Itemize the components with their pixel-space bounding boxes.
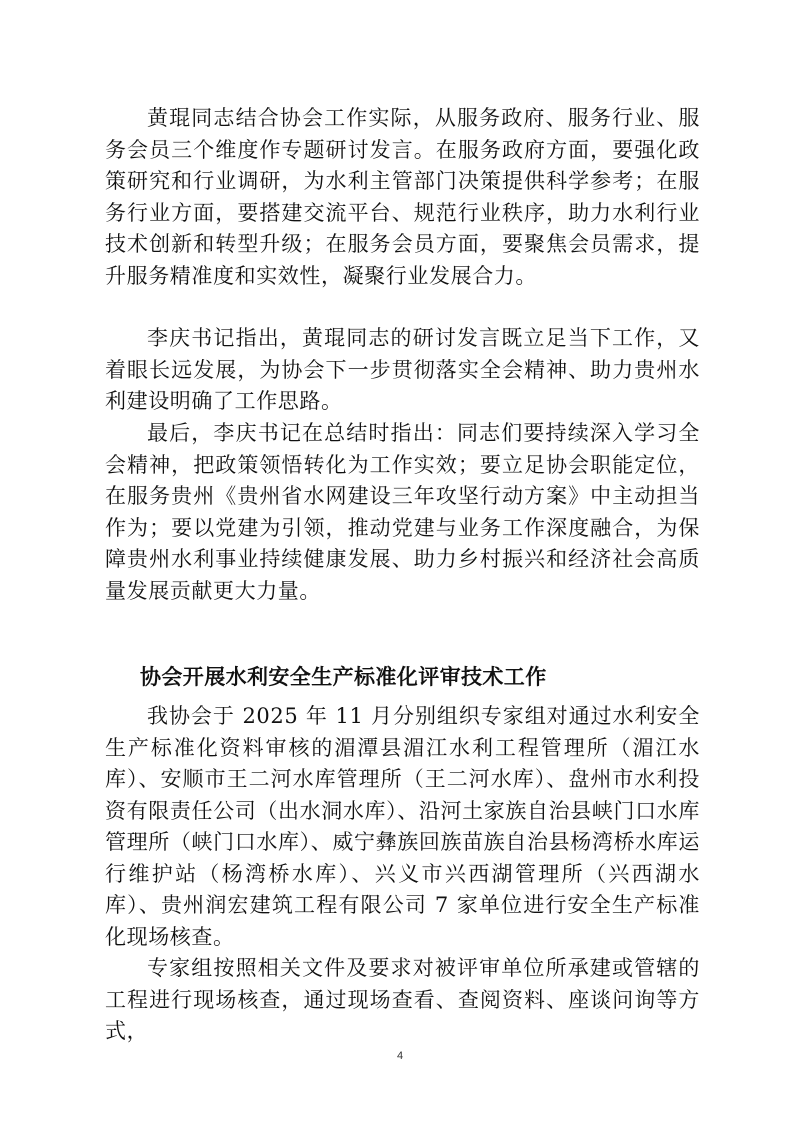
paragraph-huang-speech: 黄琨同志结合协会工作实际，从服务政府、服务行业、服务会员三个维度作专题研讨发言。在服务政府方面，要强化政策研究和行业调研，为水利主管部门决策提供科学参考；在服务行业方面，要搭建交流平台、规范行业秩序，助力水利行业技术创新和转型升级；在服务会员方面，要聚焦会员需求，提升服务精准度和实效性，凝聚行业发展合力。 [105,106,700,288]
paragraph-expert-inspection: 专家组按照相关文件及要求对被评审单位所承建或管辖的工程进行现场核查，通过现场查看、查阅资料、座谈问询等方式， [105,956,700,1043]
section-heading: 协会开展水利安全生产标准化评审技术工作 [140,664,547,689]
page-number: 4 [396,1050,404,1062]
paragraph-li-remarks: 李庆书记指出，黄琨同志的研讨发言既立足当下工作，又着眼长远发展，为协会下一步贯彻落实全会精神、助力贵州水利建设明确了工作思路。 [105,326,700,413]
paragraph-li-summary: 最后，李庆书记在总结时指出：同志们要持续深入学习全会精神，把政策领悟转化为工作实效；要立足协会职能定位，在服务贵州《贵州省水网建设三年攻坚行动方案》中主动担当作为；要以党建为引领，推动党建与业务工作深度融合，为保障贵州水利事业持续健康发展、助力乡村振兴和经济社会高质量发展贡献更大力量。 [105,421,700,603]
paragraph-review-work: 我协会于 2025 年 11 月分别组织专家组对通过水利安全生产标准化资料审核的湄潭县湄江水利工程管理所（湄江水库）、安顺市王二河水库管理所（王二河水库）、盘州市水利投资有限责任公司（出水洞水库）、沿河土家族自治县峡门口水库管理所（峡门口水库）、威宁彝族回族苗族自治县杨湾桥水库运行维护站（杨湾桥水库）、兴义市兴西湖管理所（兴西湖水库）、贵州润宏建筑工程有限公司 7 家单位进行安全生产标准化现场核查。 [105,704,700,949]
